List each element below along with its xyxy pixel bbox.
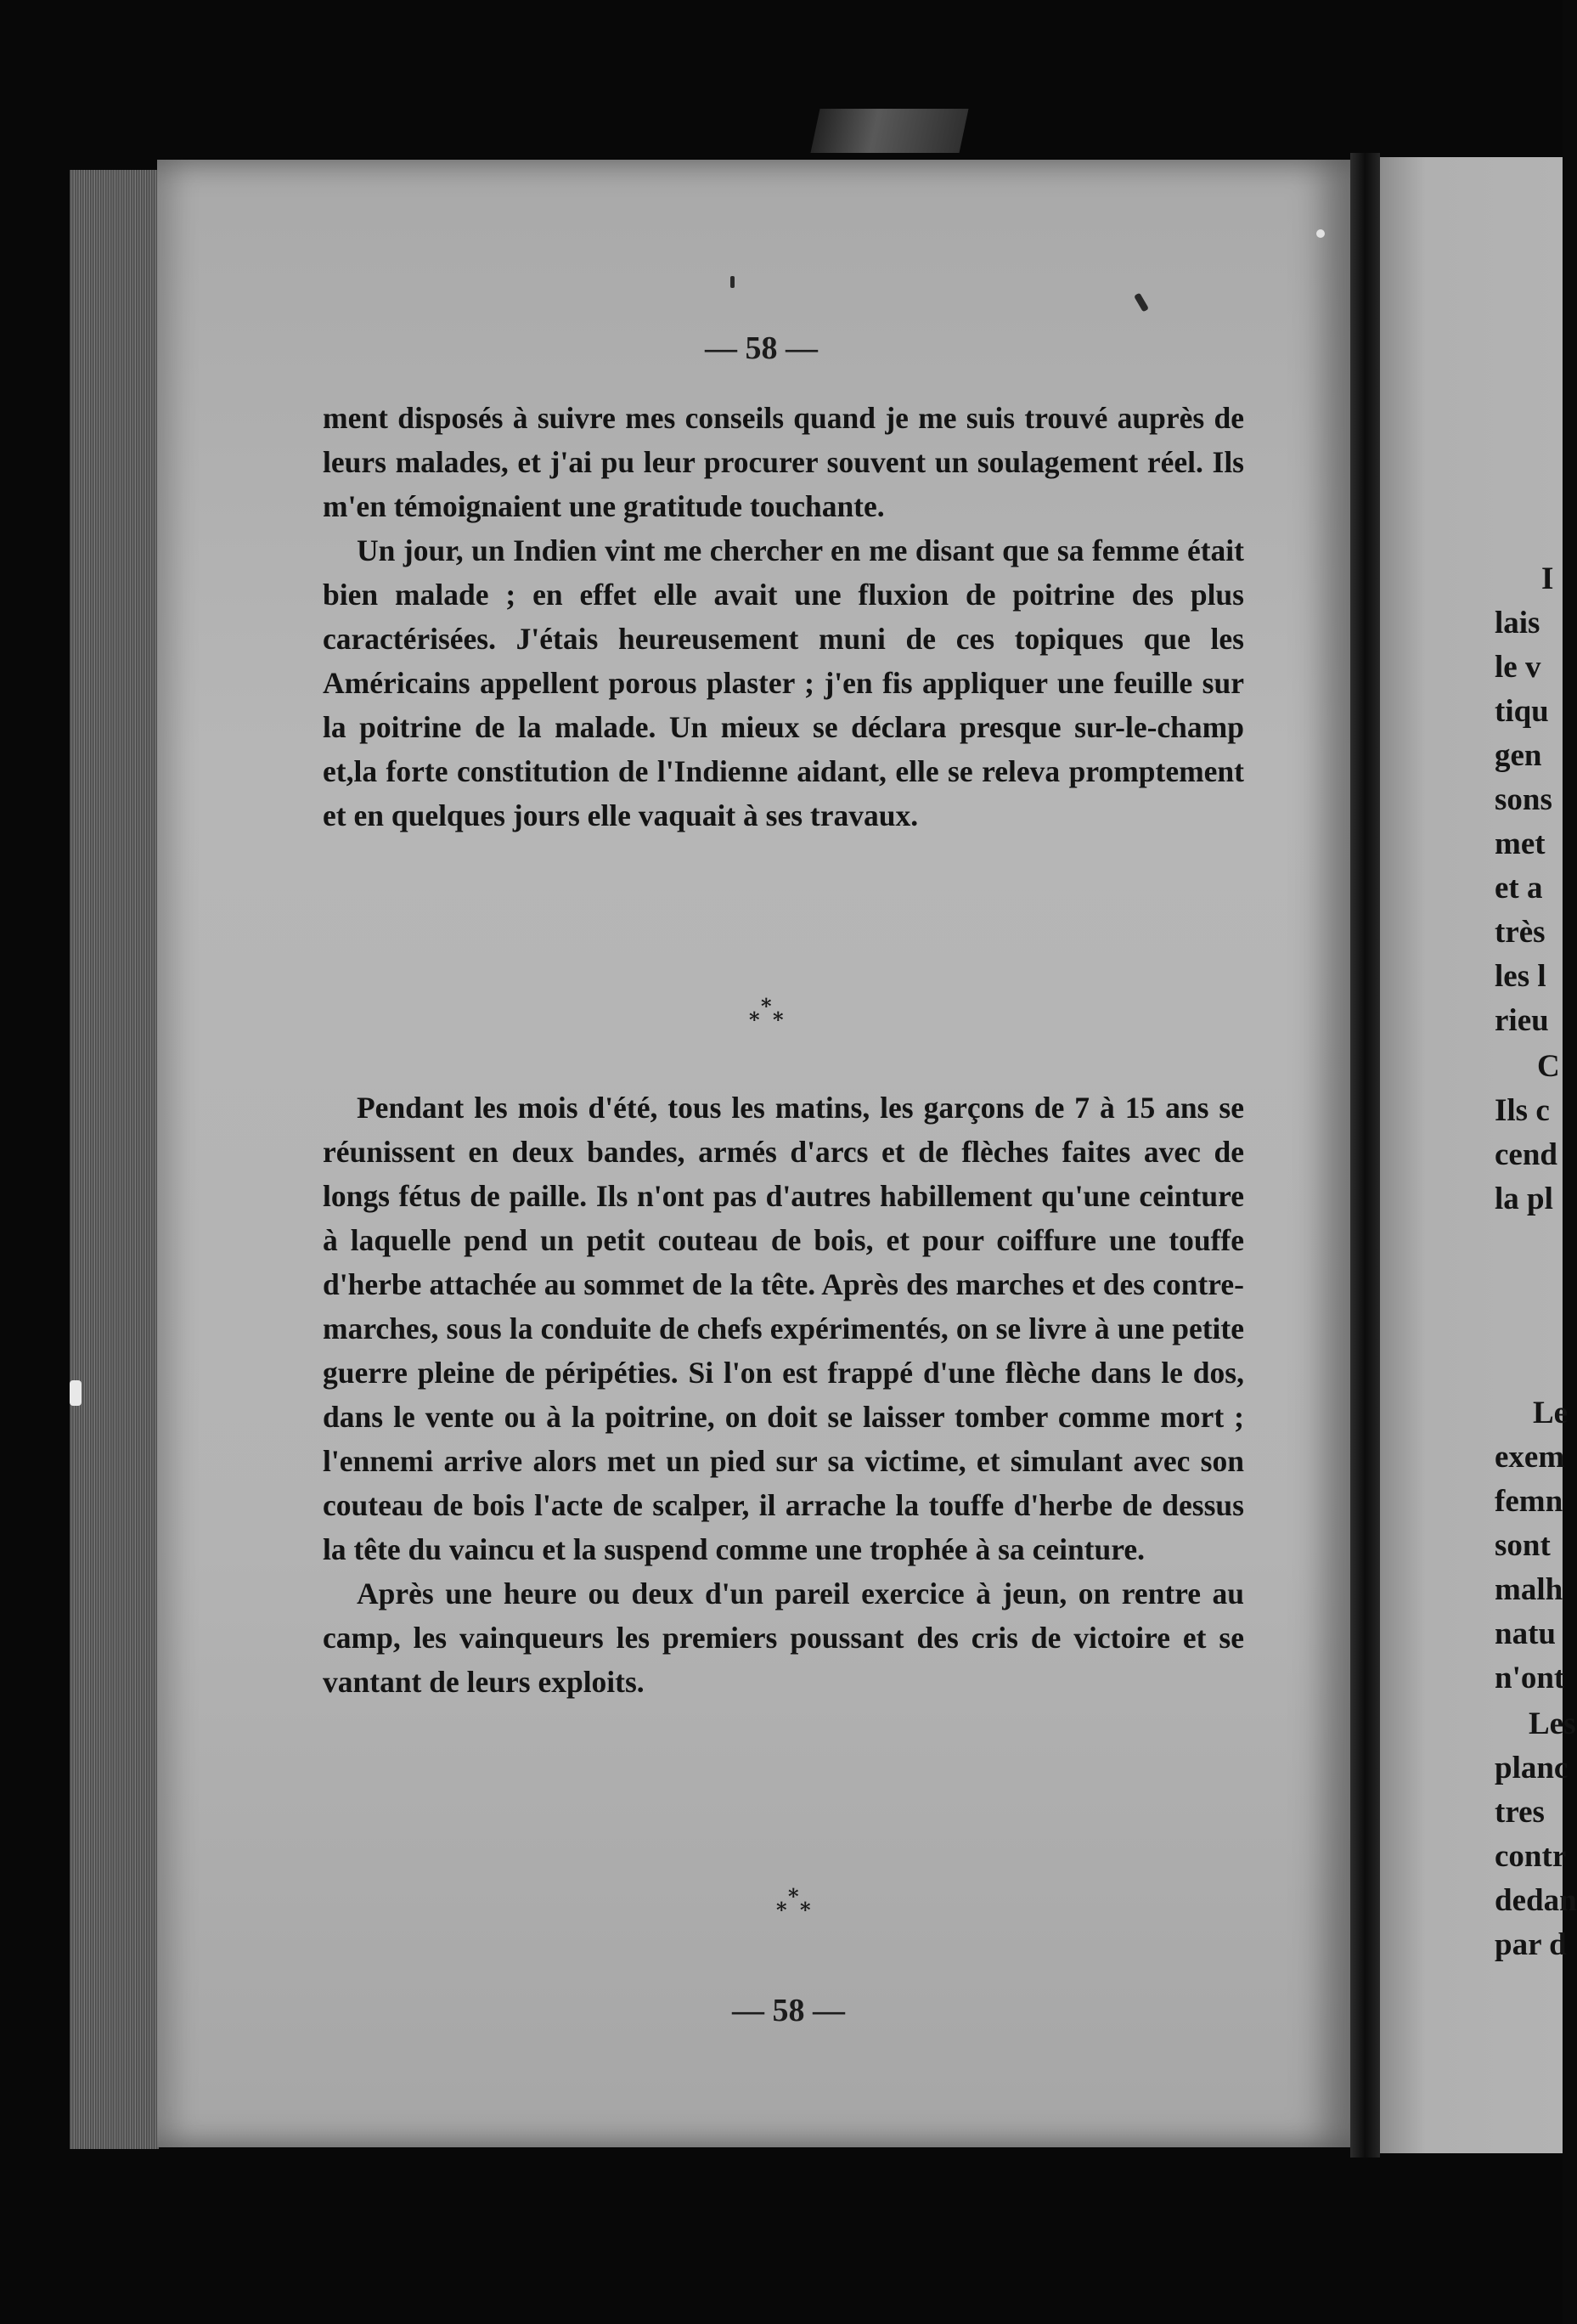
right-page-fragment: dedan [1495,1883,1577,1918]
right-page-fragment: contr [1495,1839,1567,1874]
right-page-fragment: I [1541,561,1554,596]
separator-star: * [761,994,772,1018]
paper-speck [70,1380,82,1406]
section-separator-2 [773,1884,824,1921]
right-page-fragment: les l [1495,959,1546,994]
right-page-fragment: sons [1495,782,1552,817]
section-separator-1 [746,994,797,1031]
right-page-fragment: Les [1529,1706,1576,1741]
right-page-fragment: Le [1533,1396,1569,1430]
paragraph-1: ment disposés à suivre mes conseils quand je me suis trouvé auprès de leurs malades, et j'ai pu leur procurer souvent un soulagement réel. Ils m'en témoignaient une gratitude touchante. [323,401,1244,523]
right-page-fragment: gen [1495,738,1542,773]
right-page-fragment: natu [1495,1616,1556,1651]
right-page-fragment: sont [1495,1528,1551,1563]
book-gutter [1350,153,1380,2158]
page-fore-edge [70,170,159,2149]
separator-star: * [749,1007,760,1032]
right-page-fragment: tiqu [1495,694,1549,729]
text-block-bottom [323,1086,1244,1704]
right-page-fragment: Ils c [1495,1093,1550,1128]
paragraph-2: Un jour, un Indien vint me chercher en me disant que sa femme était bien malade ; en effet elle avait une fluxion de poitrine des plus caractérisées. J'étais heureusement muni de ces topiques que les Américains appellent porous plaster ; j'en fis appliquer une feuille sur la poitrine de la malade. Un mieux se déclara presque sur-le-champ et,la forte constitution de l'Indienne aidant, elle se releva promptement et en quelques jours elle vaquait à ses travaux. [323,533,1244,832]
right-page-fragment: par d [1495,1927,1567,1962]
right-page-fragment: n'ont [1495,1661,1565,1695]
separator-star: * [776,1898,787,1922]
right-page-fragment: femn [1495,1484,1563,1519]
right-page-fragment: cend [1495,1137,1557,1172]
right-page-fragment: rieu [1495,1003,1549,1038]
right-page-fragment: très [1495,915,1546,950]
right-page [1380,157,1577,2153]
book-top-tab [810,109,968,153]
separator-star: * [800,1898,811,1922]
right-page-fragment: le v [1495,650,1541,685]
page-footer-number: — 58 — [732,1993,845,2028]
right-page-fragment: exem [1495,1440,1565,1475]
right-page-fragment: et a [1495,871,1543,905]
page-header-number: — 58 — [705,330,818,366]
paper-speck [730,276,735,288]
right-page-fragment: la pl [1495,1182,1553,1216]
text-block-top [323,396,1244,838]
right-page-fragment: C [1537,1049,1560,1084]
separator-star: * [773,1007,784,1032]
separator-star: * [788,1884,799,1909]
paragraph-3: Pendant les mois d'été, tous les matins, les garçons de 7 à 15 ans se réunissent en deux bandes, armés d'arcs et de flèches faites avec de longs fétus de paille. Ils n'ont pas d'autres habillement qu'une ceinture à laquelle pend un petit couteau de bois, et pour coiffure une touffe d'herbe attachée au sommet de la tête. Après des marches et des contre-marches, sous la conduite de chefs expérimentés, on se livre à une petite guerre pleine de péripéties. Si l'on est frappé d'une flèche dans le dos, dans le vente ou à la poitrine, on doit se laisser tomber comme mort ; l'ennemi arrive alors met un pied sur sa victime, et simulant avec son couteau de bois l'acte de scalper, il arrache la touffe d'herbe de dessus la tête du vaincu et la suspend comme une trophée à sa ceinture. [323,1091,1244,1566]
right-page-fragment: malh [1495,1572,1563,1607]
paper-speck [1316,229,1325,238]
right-page-fragment: planc [1495,1751,1569,1785]
right-page-fragment: lais [1495,606,1540,640]
right-page-fragment: met [1495,826,1546,861]
right-page-fragment: tres [1495,1795,1545,1830]
paragraph-4: Après une heure ou deux d'un pareil exercice à jeun, on rentre au camp, les vainqueurs les premiers poussant des cris de victoire et se vantant de leurs exploits. [323,1577,1244,1699]
